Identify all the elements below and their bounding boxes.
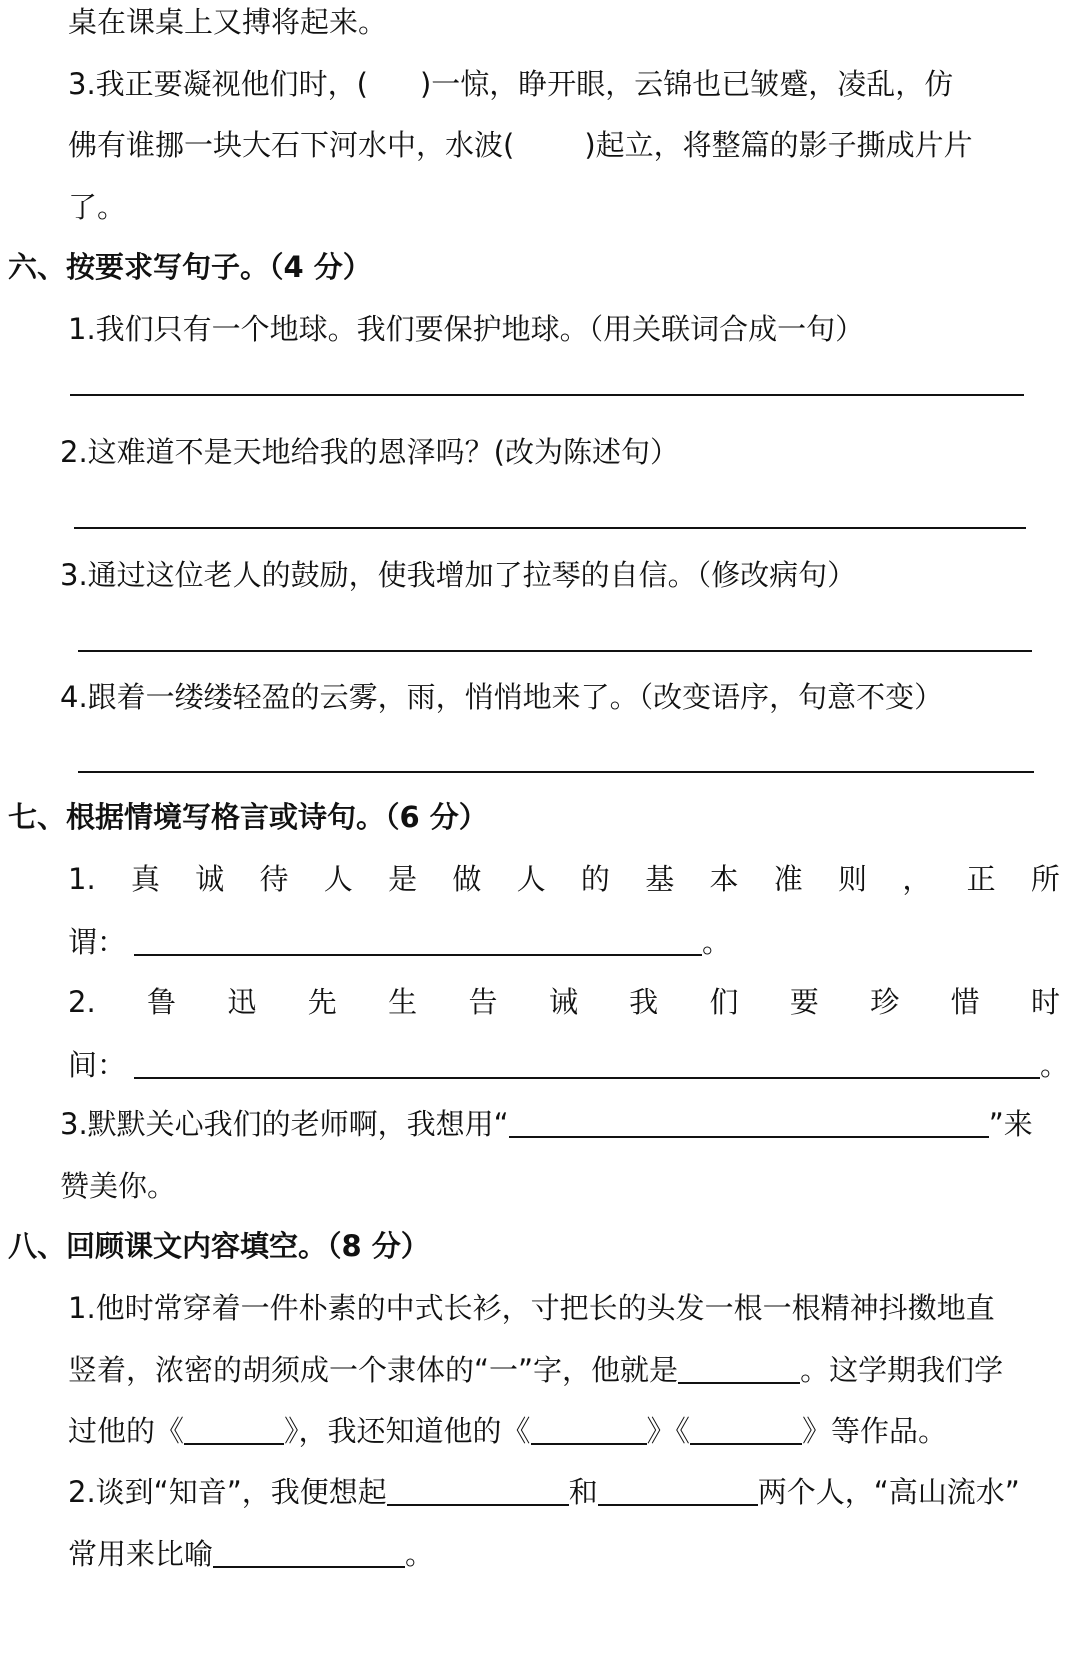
- sec5-q3-line2: [68, 125, 973, 165]
- sec7-q1-cont: 谓：: [68, 925, 127, 959]
- sec7-q2-char: 们: [709, 985, 739, 1019]
- sec6-q4: 4.跟着一缕缕轻盈的云雾，雨，悄悄地来了。（改变语序，句意不变）: [60, 680, 944, 714]
- sec7-q1-char: 做: [452, 862, 482, 896]
- sec5-q3-text-d: )起立，将整篇的影子撕成片片: [584, 128, 973, 162]
- sec8-q2-text-c: 两个人，“高山流水”: [757, 1475, 1020, 1509]
- sec7-q2-spaced-line: [68, 982, 1060, 1022]
- sec7-q3-line1: [60, 1104, 1033, 1144]
- sec8-q2-text-a: 2.谈到“知音”，我便想起: [68, 1475, 387, 1509]
- sec8-q2-blank-1[interactable]: [387, 1474, 569, 1506]
- sec7-q2-char: 迅: [227, 985, 257, 1019]
- sec7-q2-char: 我: [629, 985, 659, 1019]
- sec8-q1-text-d: 》，我还知道他的《: [284, 1414, 531, 1448]
- sec7-q3-line2: 赞美你。: [60, 1169, 177, 1203]
- sec8-q2-blank-3[interactable]: [213, 1536, 405, 1568]
- sec8-q1-blank-author[interactable]: [678, 1352, 800, 1384]
- sec7-q2-cont: 间：: [68, 1048, 127, 1082]
- sec7-q1-char: 人: [323, 862, 353, 896]
- sec8-q2-text-b: 和: [568, 1475, 598, 1509]
- sec7-q3-text-a: 3.默默关心我们的老师啊，我想用“: [60, 1107, 509, 1141]
- sec8-q1-blank-work-3[interactable]: [690, 1413, 802, 1445]
- sec7-q1-char: ，: [902, 862, 932, 896]
- sec7-q3-text-b: ”来: [988, 1107, 1033, 1141]
- sec7-q1-end: 。: [702, 925, 732, 959]
- sec5-continuation: 桌在课桌上又搏将起来。: [68, 5, 388, 39]
- sec7-q1-char: 的: [580, 862, 610, 896]
- sec7-q1-char: 1.: [68, 862, 96, 896]
- sec6-q4-answer-line[interactable]: [78, 771, 1034, 773]
- sec8-heading: 八、回顾课文内容填空。（8 分）: [8, 1229, 430, 1263]
- sec8-q1-text-b: 。这学期我们学: [800, 1353, 1004, 1387]
- sec6-q1: 1.我们只有一个地球。我们要保护地球。（用关联词合成一句）: [68, 312, 865, 346]
- sec8-q1-line1: 1.他时常穿着一件朴素的中式长衫，寸把长的头发一根一根精神抖擞地直: [68, 1291, 995, 1325]
- sec7-q2-char: 生: [388, 985, 418, 1019]
- sec5-q3-text-a: 3.我正要凝视他们时，(: [68, 67, 368, 101]
- sec7-q3-answer-blank[interactable]: [509, 1106, 989, 1138]
- sec7-q2-char: 时: [1030, 985, 1060, 1019]
- sec8-q1-blank-work-1[interactable]: [184, 1413, 284, 1445]
- sec7-q1-answer-blank[interactable]: [134, 924, 702, 956]
- sec7-q1-char: 正: [966, 862, 996, 896]
- sec5-q3-text-c: 佛有谁挪一块大石下河水中，水波(: [68, 128, 515, 162]
- sec7-q2-end: 。: [1040, 1048, 1070, 1082]
- sec6-q2-answer-line[interactable]: [74, 527, 1026, 529]
- sec7-q1-char: 真: [130, 862, 160, 896]
- sec7-q2-char: 鲁: [147, 985, 177, 1019]
- sec6-q3-answer-line[interactable]: [78, 650, 1032, 652]
- sec7-heading: 七、根据情境写格言或诗句。（6 分）: [8, 800, 488, 834]
- sec7-q2-char: 珍: [870, 985, 900, 1019]
- sec7-q1-char: 待: [259, 862, 289, 896]
- sec7-q1-char: 本: [709, 862, 739, 896]
- sec8-q1-text-a: 竖着，浓密的胡须成一个隶体的“一”字，他就是: [68, 1353, 679, 1387]
- sec7-q1-char: 诚: [195, 862, 225, 896]
- sec7-q2-char: 惜: [950, 985, 980, 1019]
- sec7-q2-char: 先: [307, 985, 337, 1019]
- sec8-q1-blank-work-2[interactable]: [531, 1413, 647, 1445]
- sec8-q1-line3: [68, 1411, 947, 1451]
- sec6-q3: 3.通过这位老人的鼓励，使我增加了拉琴的自信。（修改病句）: [60, 558, 857, 592]
- sec5-q3-text-b: )一惊，睁开眼，云锦也已皱蹙，凌乱，仿: [419, 67, 954, 101]
- sec8-q2-line1: [68, 1472, 1020, 1512]
- sec7-q1-char: 基: [645, 862, 675, 896]
- sec5-q3-line1: [68, 64, 953, 104]
- sec8-q1-line2: [68, 1350, 1003, 1390]
- sec8-q1-text-c: 过他的《: [68, 1414, 185, 1448]
- sec7-q1-char: 所: [1030, 862, 1060, 896]
- sec7-q1-line2: [68, 922, 731, 962]
- sec7-q1-char: 人: [516, 862, 546, 896]
- sec5-q3-line3: 了。: [68, 190, 127, 224]
- sec8-q2-blank-2[interactable]: [598, 1474, 758, 1506]
- sec8-q1-text-f: 》等作品。: [802, 1414, 948, 1448]
- sec7-q2-char: 要: [789, 985, 819, 1019]
- sec8-q2-text-e: 。: [405, 1537, 435, 1571]
- sec7-q2-char: 诫: [548, 985, 578, 1019]
- sec7-q2-char: 2.: [68, 985, 96, 1019]
- sec7-q1-char: 准: [773, 862, 803, 896]
- sec6-heading: 六、按要求写句子。（4 分）: [8, 250, 372, 284]
- sec7-q2-line2: [68, 1045, 1069, 1085]
- sec7-q2-answer-blank[interactable]: [134, 1047, 1040, 1079]
- sec7-q1-char: 则: [838, 862, 868, 896]
- sec8-q2-line2: [68, 1534, 434, 1574]
- sec6-q2: 2.这难道不是天地给我的恩泽吗？(改为陈述句）: [60, 435, 679, 469]
- sec7-q1-spaced-line: [68, 859, 1060, 899]
- sec8-q1-text-e: 》《: [646, 1414, 691, 1448]
- sec7-q2-char: 告: [468, 985, 498, 1019]
- sec8-q2-text-d: 常用来比喻: [68, 1537, 214, 1571]
- sec6-q1-answer-line[interactable]: [70, 394, 1024, 396]
- sec7-q1-char: 是: [388, 862, 418, 896]
